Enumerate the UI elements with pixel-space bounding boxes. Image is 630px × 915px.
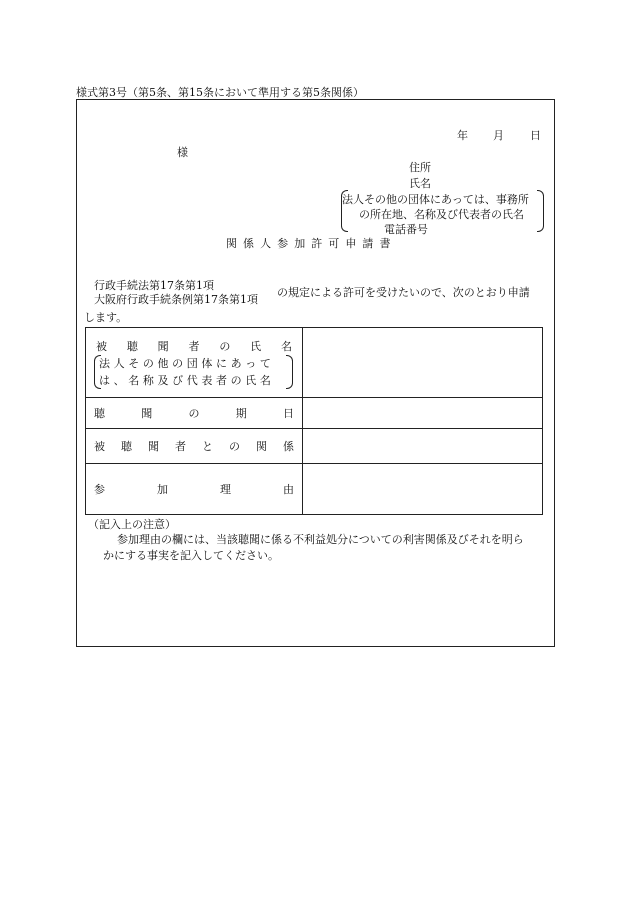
applicant-name-label: 氏名 — [409, 177, 431, 190]
applicant-phone-label: 電話番号 — [384, 223, 428, 236]
applicant-corp-note-line-2: の所在地、名称及び代表者の氏名 — [359, 208, 524, 221]
applicant-note-bracket-right — [537, 190, 544, 232]
row2-label-cell — [86, 398, 303, 429]
row4-label: 参 加 理 由 — [94, 483, 294, 496]
row1-note-line-1: 法人その他の団体にあって — [99, 357, 275, 370]
row1-label — [96, 338, 292, 354]
applicant-address-label: 住所 — [409, 161, 431, 174]
row3-value-cell[interactable] — [303, 429, 543, 464]
row1-note-bracket-right — [286, 355, 293, 389]
notes-heading: （記入上の注意） — [88, 518, 176, 531]
date-month: 月 — [493, 129, 504, 142]
date-day: 日 — [530, 129, 541, 142]
applicant-corp-note-line-1: 法人その他の団体にあっては、事務所 — [342, 193, 529, 206]
basis-law-2: 大阪府行政手続条例第17条第1項 — [94, 293, 258, 306]
row1-label-text: 被 聴 聞 者 の 氏 名 — [96, 340, 292, 353]
row3-label: 被 聴 聞 者 と の 関 係 — [94, 440, 294, 453]
notes-line-1: 参加理由の欄には、当該聴聞に係る不利益処分についての利害関係及びそれを明ら — [117, 533, 524, 546]
application-table — [85, 327, 543, 515]
row2-value-cell[interactable] — [303, 398, 543, 429]
notes-line-2: かにする事実を記入してください。 — [103, 549, 279, 562]
document-title: 関係人参加許可申請書 — [226, 237, 397, 250]
row1-value-cell[interactable] — [303, 328, 543, 398]
basis-law-1: 行政手続法第17条第1項 — [94, 279, 214, 292]
basis-text-2: します。 — [84, 311, 128, 324]
row1-label-cell — [86, 328, 303, 398]
date-year: 年 — [457, 129, 468, 142]
row4-label-cell — [86, 464, 303, 515]
row3-label-cell — [86, 429, 303, 464]
row2-label: 聴 聞 の 期 日 — [94, 407, 294, 420]
row1-note-line-2: は、名称及び代表者の氏名 — [99, 374, 275, 387]
basis-text-1: の規定による許可を受けたいので、次のとおり申請 — [277, 286, 530, 299]
form-heading: 様式第3号（第5条、第15条において準用する第5条関係） — [76, 86, 364, 99]
row4-value-cell[interactable] — [303, 464, 543, 515]
addressee-suffix: 様 — [177, 146, 188, 159]
